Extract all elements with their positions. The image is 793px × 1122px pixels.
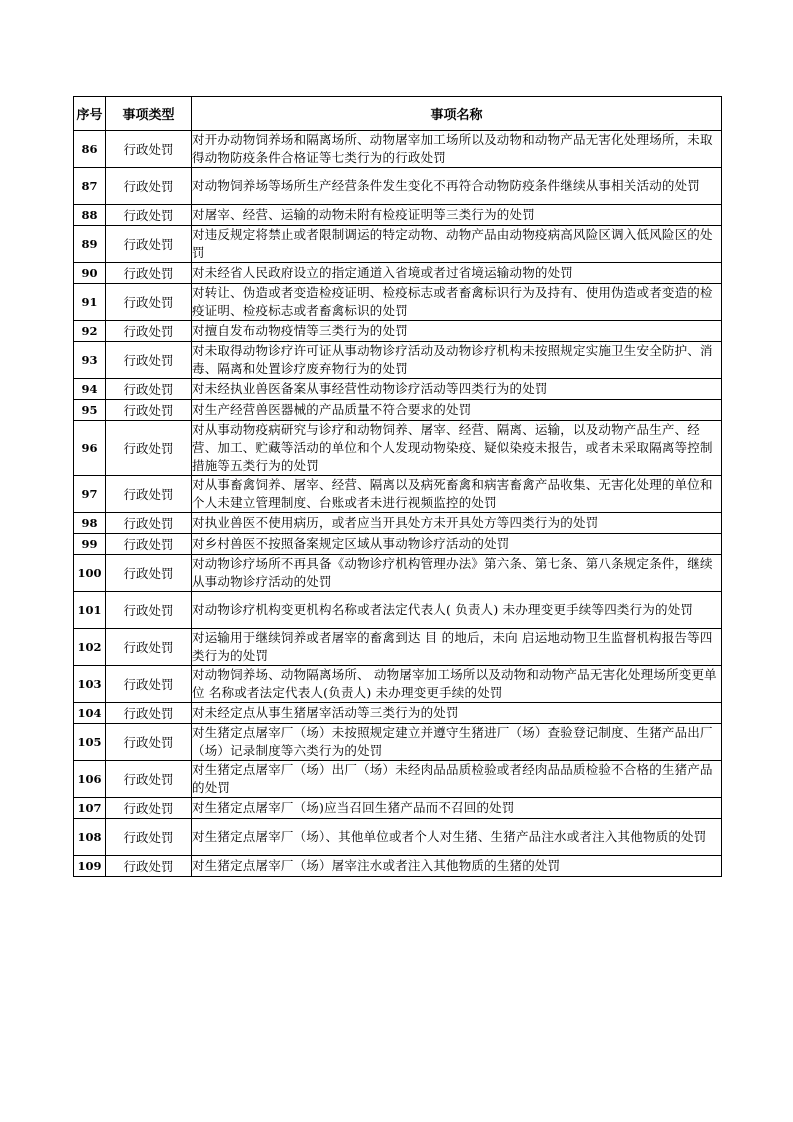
table-row <box>74 379 722 400</box>
table-row <box>74 819 722 856</box>
table-row <box>74 666 722 703</box>
table-row <box>74 263 722 284</box>
row-name: 对动物饲养场、动物隔离场所、 动物屠宰加工场所以及动物和动物产品无害化处理场所变更单位 名称或者法定代表人(负责人) 未办理变更手续的处罚 <box>192 666 722 703</box>
row-number: 88 <box>74 205 106 226</box>
items-table <box>73 96 722 877</box>
row-type: 行政处罚 <box>106 856 192 877</box>
row-number: 94 <box>74 379 106 400</box>
row-number: 92 <box>74 321 106 342</box>
row-number: 91 <box>74 284 106 321</box>
row-number: 90 <box>74 263 106 284</box>
row-type: 行政处罚 <box>106 421 192 476</box>
row-number: 103 <box>74 666 106 703</box>
row-number: 101 <box>74 592 106 629</box>
row-type: 行政处罚 <box>106 321 192 342</box>
row-number: 106 <box>74 761 106 798</box>
row-number: 104 <box>74 703 106 724</box>
row-number: 95 <box>74 400 106 421</box>
table-row <box>74 226 722 263</box>
table-row <box>74 284 722 321</box>
row-type: 行政处罚 <box>106 798 192 819</box>
table-row <box>74 592 722 629</box>
row-number: 93 <box>74 342 106 379</box>
row-name: 对生猪定点屠宰厂（场）屠宰注水或者注入其他物质的生猪的处罚 <box>192 856 722 877</box>
row-number: 97 <box>74 476 106 513</box>
table-row <box>74 513 722 534</box>
table-row <box>74 856 722 877</box>
row-name: 对动物饲养场等场所生产经营条件发生变化不再符合动物防疫条件继续从事相关活动的处罚 <box>192 168 722 205</box>
row-name: 对未取得动物诊疗许可证从事动物诊疗活动及动物诊疗机构未按照规定实施卫生安全防护、消毒、隔离和处置诊疗废弃物行为的处罚 <box>192 342 722 379</box>
header-name: 事项名称 <box>192 97 722 131</box>
row-name: 对转让、伪造或者变造检疫证明、检疫标志或者畜禽标识行为及持有、使用伪造或者变造的检疫证明、检疫标志或者畜禽标识的处罚 <box>192 284 722 321</box>
row-name: 对乡村兽医不按照备案规定区域从事动物诊疗活动的处罚 <box>192 534 722 555</box>
row-type: 行政处罚 <box>106 629 192 666</box>
table-row <box>74 798 722 819</box>
table-row <box>74 476 722 513</box>
row-type: 行政处罚 <box>106 226 192 263</box>
row-name: 对生猪定点屠宰厂（场）、其他单位或者个人对生猪、生猪产品注水或者注入其他物质的处罚 <box>192 819 722 856</box>
row-number: 86 <box>74 131 106 168</box>
row-type: 行政处罚 <box>106 400 192 421</box>
row-type: 行政处罚 <box>106 724 192 761</box>
row-name: 对生猪定点屠宰厂（场）出厂（场）未经肉品品质检验或者经肉品品质检验不合格的生猪产品的处罚 <box>192 761 722 798</box>
row-type: 行政处罚 <box>106 379 192 400</box>
row-number: 99 <box>74 534 106 555</box>
row-name: 对生猪定点屠宰厂（场)应当召回生猪产品而不召回的处罚 <box>192 798 722 819</box>
row-type: 行政处罚 <box>106 263 192 284</box>
row-name: 对违反规定将禁止或者限制调运的特定动物、动物产品由动物疫病高风险区调入低风险区的处罚 <box>192 226 722 263</box>
row-type: 行政处罚 <box>106 703 192 724</box>
table-row <box>74 534 722 555</box>
row-name: 对从事动物疫病研究与诊疗和动物饲养、屠宰、经营、隔离、运输，以及动物产品生产、经营、加工、贮藏等活动的单位和个人发现动物染疫、疑似染疫未报告，或者未采取隔离等控制措施等五类行为的处罚 <box>192 421 722 476</box>
row-type: 行政处罚 <box>106 342 192 379</box>
row-type: 行政处罚 <box>106 761 192 798</box>
row-name: 对未经定点从事生猪屠宰活动等三类行为的处罚 <box>192 703 722 724</box>
row-type: 行政处罚 <box>106 476 192 513</box>
row-number: 98 <box>74 513 106 534</box>
table-row <box>74 342 722 379</box>
table-row <box>74 761 722 798</box>
row-number: 107 <box>74 798 106 819</box>
row-name: 对开办动物饲养场和隔离场所、动物屠宰加工场所以及动物和动物产品无害化处理场所，未取得动物防疫条件合格证等七类行为的行政处罚 <box>192 131 722 168</box>
row-type: 行政处罚 <box>106 666 192 703</box>
row-type: 行政处罚 <box>106 555 192 592</box>
row-name: 对擅自发布动物疫情等三类行为的处罚 <box>192 321 722 342</box>
row-type: 行政处罚 <box>106 284 192 321</box>
row-name: 对屠宰、经营、运输的动物未附有检疫证明等三类行为的处罚 <box>192 205 722 226</box>
row-type: 行政处罚 <box>106 168 192 205</box>
row-number: 87 <box>74 168 106 205</box>
header-no: 序号 <box>74 97 106 131</box>
row-type: 行政处罚 <box>106 534 192 555</box>
row-number: 96 <box>74 421 106 476</box>
row-name: 对生猪定点屠宰厂（场）未按照规定建立并遵守生猪进厂（场）查验登记制度、生猪产品出厂（场）记录制度等六类行为的处罚 <box>192 724 722 761</box>
row-type: 行政处罚 <box>106 819 192 856</box>
row-number: 105 <box>74 724 106 761</box>
row-name: 对从事畜禽饲养、屠宰、经营、隔离以及病死畜禽和病害畜禽产品收集、无害化处理的单位和个人未建立管理制度、台账或者未进行视频监控的处罚 <box>192 476 722 513</box>
table-row <box>74 629 722 666</box>
row-number: 108 <box>74 819 106 856</box>
row-name: 对运输用于继续饲养或者屠宰的畜禽到达 目 的地后，未向 启运地动物卫生监督机构报告等四类行为的处罚 <box>192 629 722 666</box>
row-number: 109 <box>74 856 106 877</box>
row-name: 对动物诊疗场所不再具备《动物诊疗机构管理办法》第六条、第七条、第八条规定条件，继续从事动物诊疗活动的处罚 <box>192 555 722 592</box>
row-type: 行政处罚 <box>106 205 192 226</box>
table-row <box>74 168 722 205</box>
table-body <box>74 131 722 877</box>
row-name: 对生产经营兽医器械的产品质量不符合要求的处罚 <box>192 400 722 421</box>
table-row <box>74 131 722 168</box>
table-row <box>74 205 722 226</box>
table-row <box>74 724 722 761</box>
row-type: 行政处罚 <box>106 592 192 629</box>
header-type: 事项类型 <box>106 97 192 131</box>
table-row <box>74 421 722 476</box>
table-header-row <box>74 97 722 131</box>
table-row <box>74 321 722 342</box>
table-row <box>74 555 722 592</box>
row-number: 89 <box>74 226 106 263</box>
row-type: 行政处罚 <box>106 513 192 534</box>
row-number: 102 <box>74 629 106 666</box>
table-row <box>74 400 722 421</box>
row-name: 对执业兽医不使用病历，或者应当开具处方未开具处方等四类行为的处罚 <box>192 513 722 534</box>
row-name: 对未经省人民政府设立的指定通道入省境或者过省境运输动物的处罚 <box>192 263 722 284</box>
row-name: 对动物诊疗机构变更机构名称或者法定代表人( 负责人) 未办理变更手续等四类行为的处罚 <box>192 592 722 629</box>
row-type: 行政处罚 <box>106 131 192 168</box>
row-name: 对未经执业兽医备案从事经营性动物诊疗活动等四类行为的处罚 <box>192 379 722 400</box>
row-number: 100 <box>74 555 106 592</box>
table-row <box>74 703 722 724</box>
